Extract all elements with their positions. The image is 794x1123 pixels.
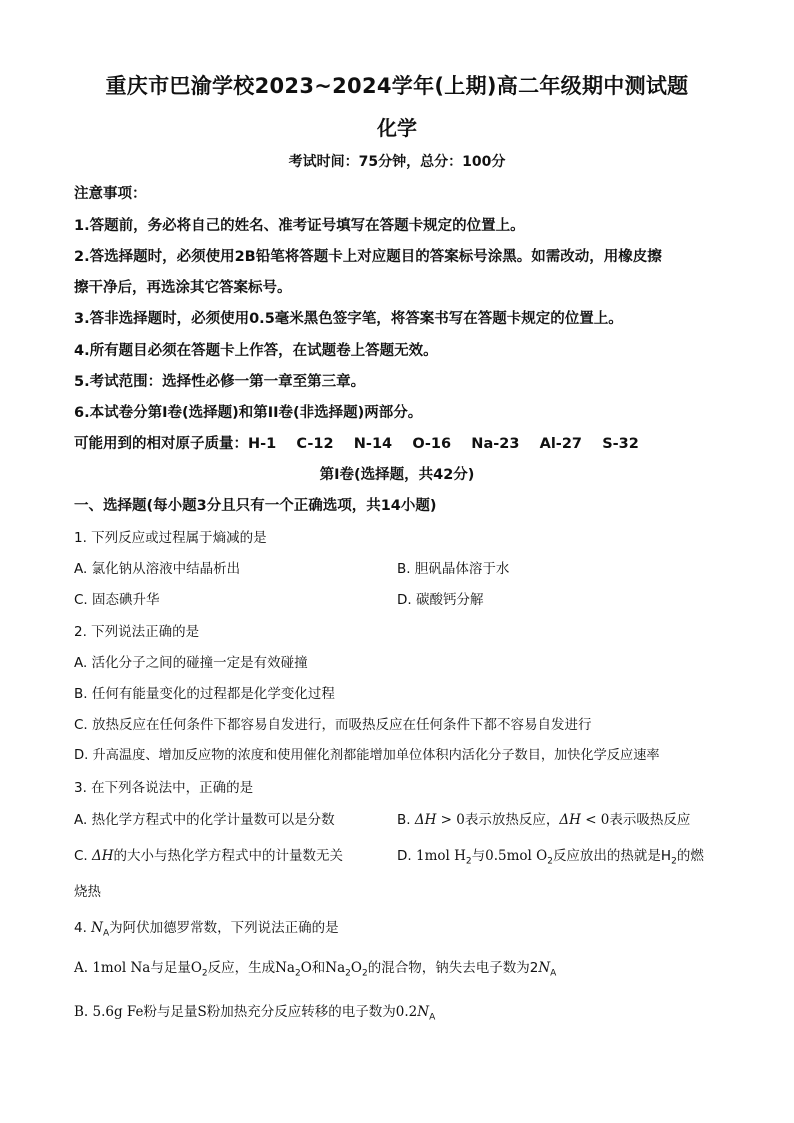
note-item: 1.答题前，务必将自己的姓名、准考证号填写在答题卡规定的位置上。	[74, 218, 525, 234]
avogadro-symbol: N	[538, 960, 551, 976]
note-item: 3.答非选择题时，必须使用0.5毫米黑色签字笔，将答案书写在答题卡规定的位置上。	[74, 311, 623, 327]
question-2-stem: 2. 下列说法正确的是	[74, 624, 200, 640]
question-4-stem	[74, 916, 339, 939]
subscript: A	[102, 928, 110, 939]
question-1-stem: 1. 下列反应或过程属于熵减的是	[74, 530, 267, 546]
option-text: 反应放出的热就是H	[552, 848, 672, 864]
delta-h-symbol: ΔH	[414, 812, 437, 828]
delta-h-symbol: ΔH	[559, 812, 581, 828]
question-1-option-d: D. 碳酸钙分解	[397, 592, 484, 608]
question-1-option-c: C. 固态碘升华	[74, 592, 160, 608]
exam-title: 重庆市巴渝学校2023~2024学年(上期)高二年级期中测试题	[105, 74, 689, 98]
subscript: A	[550, 968, 557, 979]
notes-heading: 注意事项：	[74, 186, 147, 202]
subscript: 2	[295, 968, 301, 979]
option-text: 反应，生成Na	[207, 960, 295, 976]
option-label: D.	[397, 848, 416, 864]
option-label: C.	[74, 848, 93, 864]
option-text: 与0.5mol O	[471, 848, 548, 864]
option-label: B.	[397, 812, 415, 828]
option-text: < 0表示吸热反应	[580, 812, 691, 828]
note-item: 6.本试卷分第I卷(选择题)和第II卷(非选择题)两部分。	[74, 405, 423, 421]
subscript: 2	[547, 856, 553, 867]
option-text: 的燃	[676, 848, 704, 864]
question-3-stem: 3. 在下列各说法中，正确的是	[74, 780, 254, 796]
option-text: O和Na	[300, 960, 346, 976]
atomic-masses: 可能用到的相对原子质量：H-1 C-12 N-14 O-16 Na-23 Al-27 S-32	[74, 436, 639, 452]
question-2-option-a: A. 活化分子之间的碰撞一定是有效碰撞	[74, 655, 308, 671]
question-3-option-b	[397, 808, 690, 828]
note-item: 擦干净后，再选涂其它答案标号。	[74, 280, 292, 296]
option-text: B. 5.6g Fe粉与足量S粉加热充分反应转移的电子数为0.2	[74, 1004, 418, 1020]
subject-title: 化学	[377, 116, 417, 140]
question-2-option-b: B. 任何有能量变化的过程都是化学变化过程	[74, 686, 335, 702]
note-item: 5.考试范围：选择性必修一第一章至第三章。	[74, 374, 366, 390]
question-2-option-c: C. 放热反应在任何条件下都容易自发进行，而吸热反应在任何条件下都不容易自发进行	[74, 717, 592, 733]
question-3-option-d	[397, 844, 704, 867]
question-2-option-d: D. 升高温度、增加反应物的浓度和使用催化剂都能增加单位体积内活化分子数目，加快化学反应速率	[74, 748, 660, 763]
avogadro-symbol: N	[417, 1004, 430, 1020]
question-1-option-a: A. 氯化钠从溶液中结晶析出	[74, 561, 241, 577]
option-text: 的大小与热化学方程式中的计量数无关	[113, 848, 344, 864]
exam-info: 考试时间：75分钟，总分：100分	[288, 154, 506, 170]
option-text: > 0表示放热反应，	[436, 812, 560, 828]
option-text: A. 1mol Na与足量O	[74, 960, 202, 976]
subscript: A	[429, 1012, 436, 1023]
option-text: 的混合物，钠失去电子数为2	[367, 960, 539, 976]
option-text: O	[350, 960, 362, 976]
question-4-option-b	[74, 1000, 435, 1023]
question-number: 4.	[74, 920, 92, 936]
note-item: 2.答选择题时，必须使用2B铅笔将答题卡上对应题目的答案标号涂黑。如需改动，用橡皮擦	[74, 249, 662, 265]
section-heading: 一、选择题(每小题3分且只有一个正确选项，共14小题)	[74, 498, 437, 514]
subscript: 2	[201, 968, 208, 979]
note-item: 4.所有题目必须在答题卡上作答，在试题卷上答题无效。	[74, 343, 438, 359]
question-1-option-b: B. 胆矾晶体溶于水	[397, 561, 510, 577]
question-text: 为阿伏加德罗常数，下列说法正确的是	[109, 920, 339, 936]
question-4-option-a	[74, 956, 556, 979]
option-text: 1mol H	[415, 848, 466, 864]
question-3-option-c	[74, 844, 343, 864]
avogadro-symbol: N	[91, 920, 103, 936]
question-3-option-d-continuation: 烧热	[74, 884, 101, 900]
question-3-option-a: A. 热化学方程式中的化学计量数可以是分数	[74, 812, 335, 828]
section-title: 第I卷(选择题，共42分)	[319, 467, 475, 483]
subscript: 2	[361, 968, 368, 979]
delta-h-symbol: ΔH	[92, 848, 114, 864]
subscript: 2	[345, 968, 351, 979]
subscript: 2	[671, 856, 677, 867]
subscript: 2	[465, 856, 472, 867]
